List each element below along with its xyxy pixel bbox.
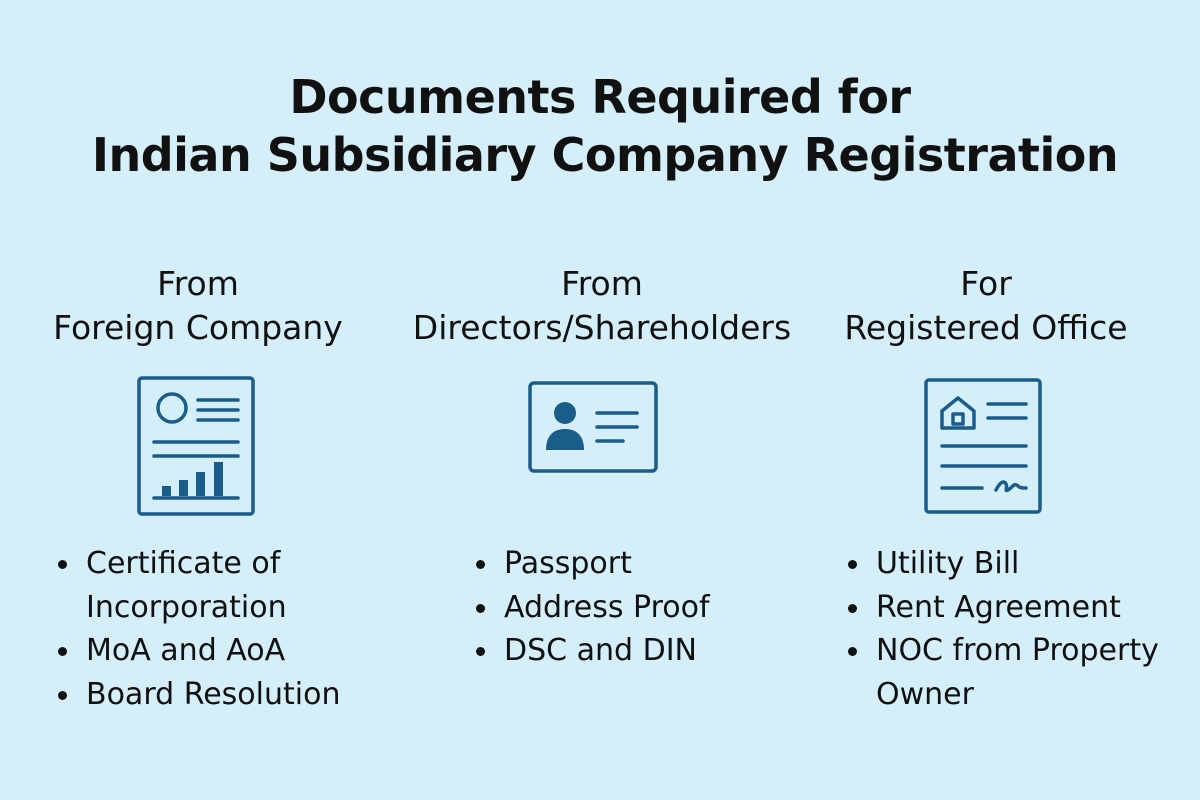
column-heading-line-2: Registered Office: [844, 308, 1128, 347]
list-item-text: Certificate of: [86, 546, 281, 581]
column-heading-foreign-company: [0, 262, 396, 350]
list-item-text: Rent Agreement: [876, 589, 1121, 625]
column-heading-line-1: From: [561, 264, 643, 303]
list-item: [476, 542, 710, 586]
list-item-text: MoA and AoA: [86, 633, 286, 668]
list-item: [476, 629, 710, 673]
column-heading-line-2: Directors/Shareholders: [412, 308, 792, 347]
column-heading-line-1: From: [157, 264, 239, 303]
list-item-text: Utility Bill: [876, 546, 1020, 581]
id-card-icon: [527, 380, 659, 474]
column-heading-registered-office: [808, 262, 1164, 350]
list-item-text: Board Resolution: [86, 676, 341, 712]
column-heading-line-2: Foreign Company: [53, 308, 343, 347]
list-item: [848, 542, 1159, 586]
list-item: [848, 586, 1159, 630]
list-item-text: NOC from Property: [876, 633, 1159, 668]
company-report-document-icon: [134, 374, 258, 518]
property-document-icon: [922, 376, 1044, 516]
directors-document-list: [476, 542, 710, 673]
list-item: [58, 542, 340, 586]
list-item: [848, 629, 1159, 673]
foreign-company-document-list: [58, 542, 340, 716]
title-line-1: Documents Required for: [289, 70, 911, 124]
title-line-2: Indian Subsidiary Company Registration: [91, 128, 1119, 182]
list-item-continuation: Incorporation: [86, 589, 287, 625]
list-item-continuation: Owner: [876, 676, 974, 712]
list-item-text: DSC and DIN: [504, 633, 697, 668]
column-heading-line-1: For: [960, 264, 1012, 303]
list-item-text: Address Proof: [504, 589, 710, 625]
list-item: [58, 673, 340, 717]
list-item: [58, 629, 340, 673]
list-item: [476, 586, 710, 630]
registered-office-document-list: [848, 542, 1159, 716]
page-title: [0, 68, 1200, 184]
list-item-text: Passport: [504, 546, 632, 581]
column-heading-directors: [392, 262, 812, 350]
